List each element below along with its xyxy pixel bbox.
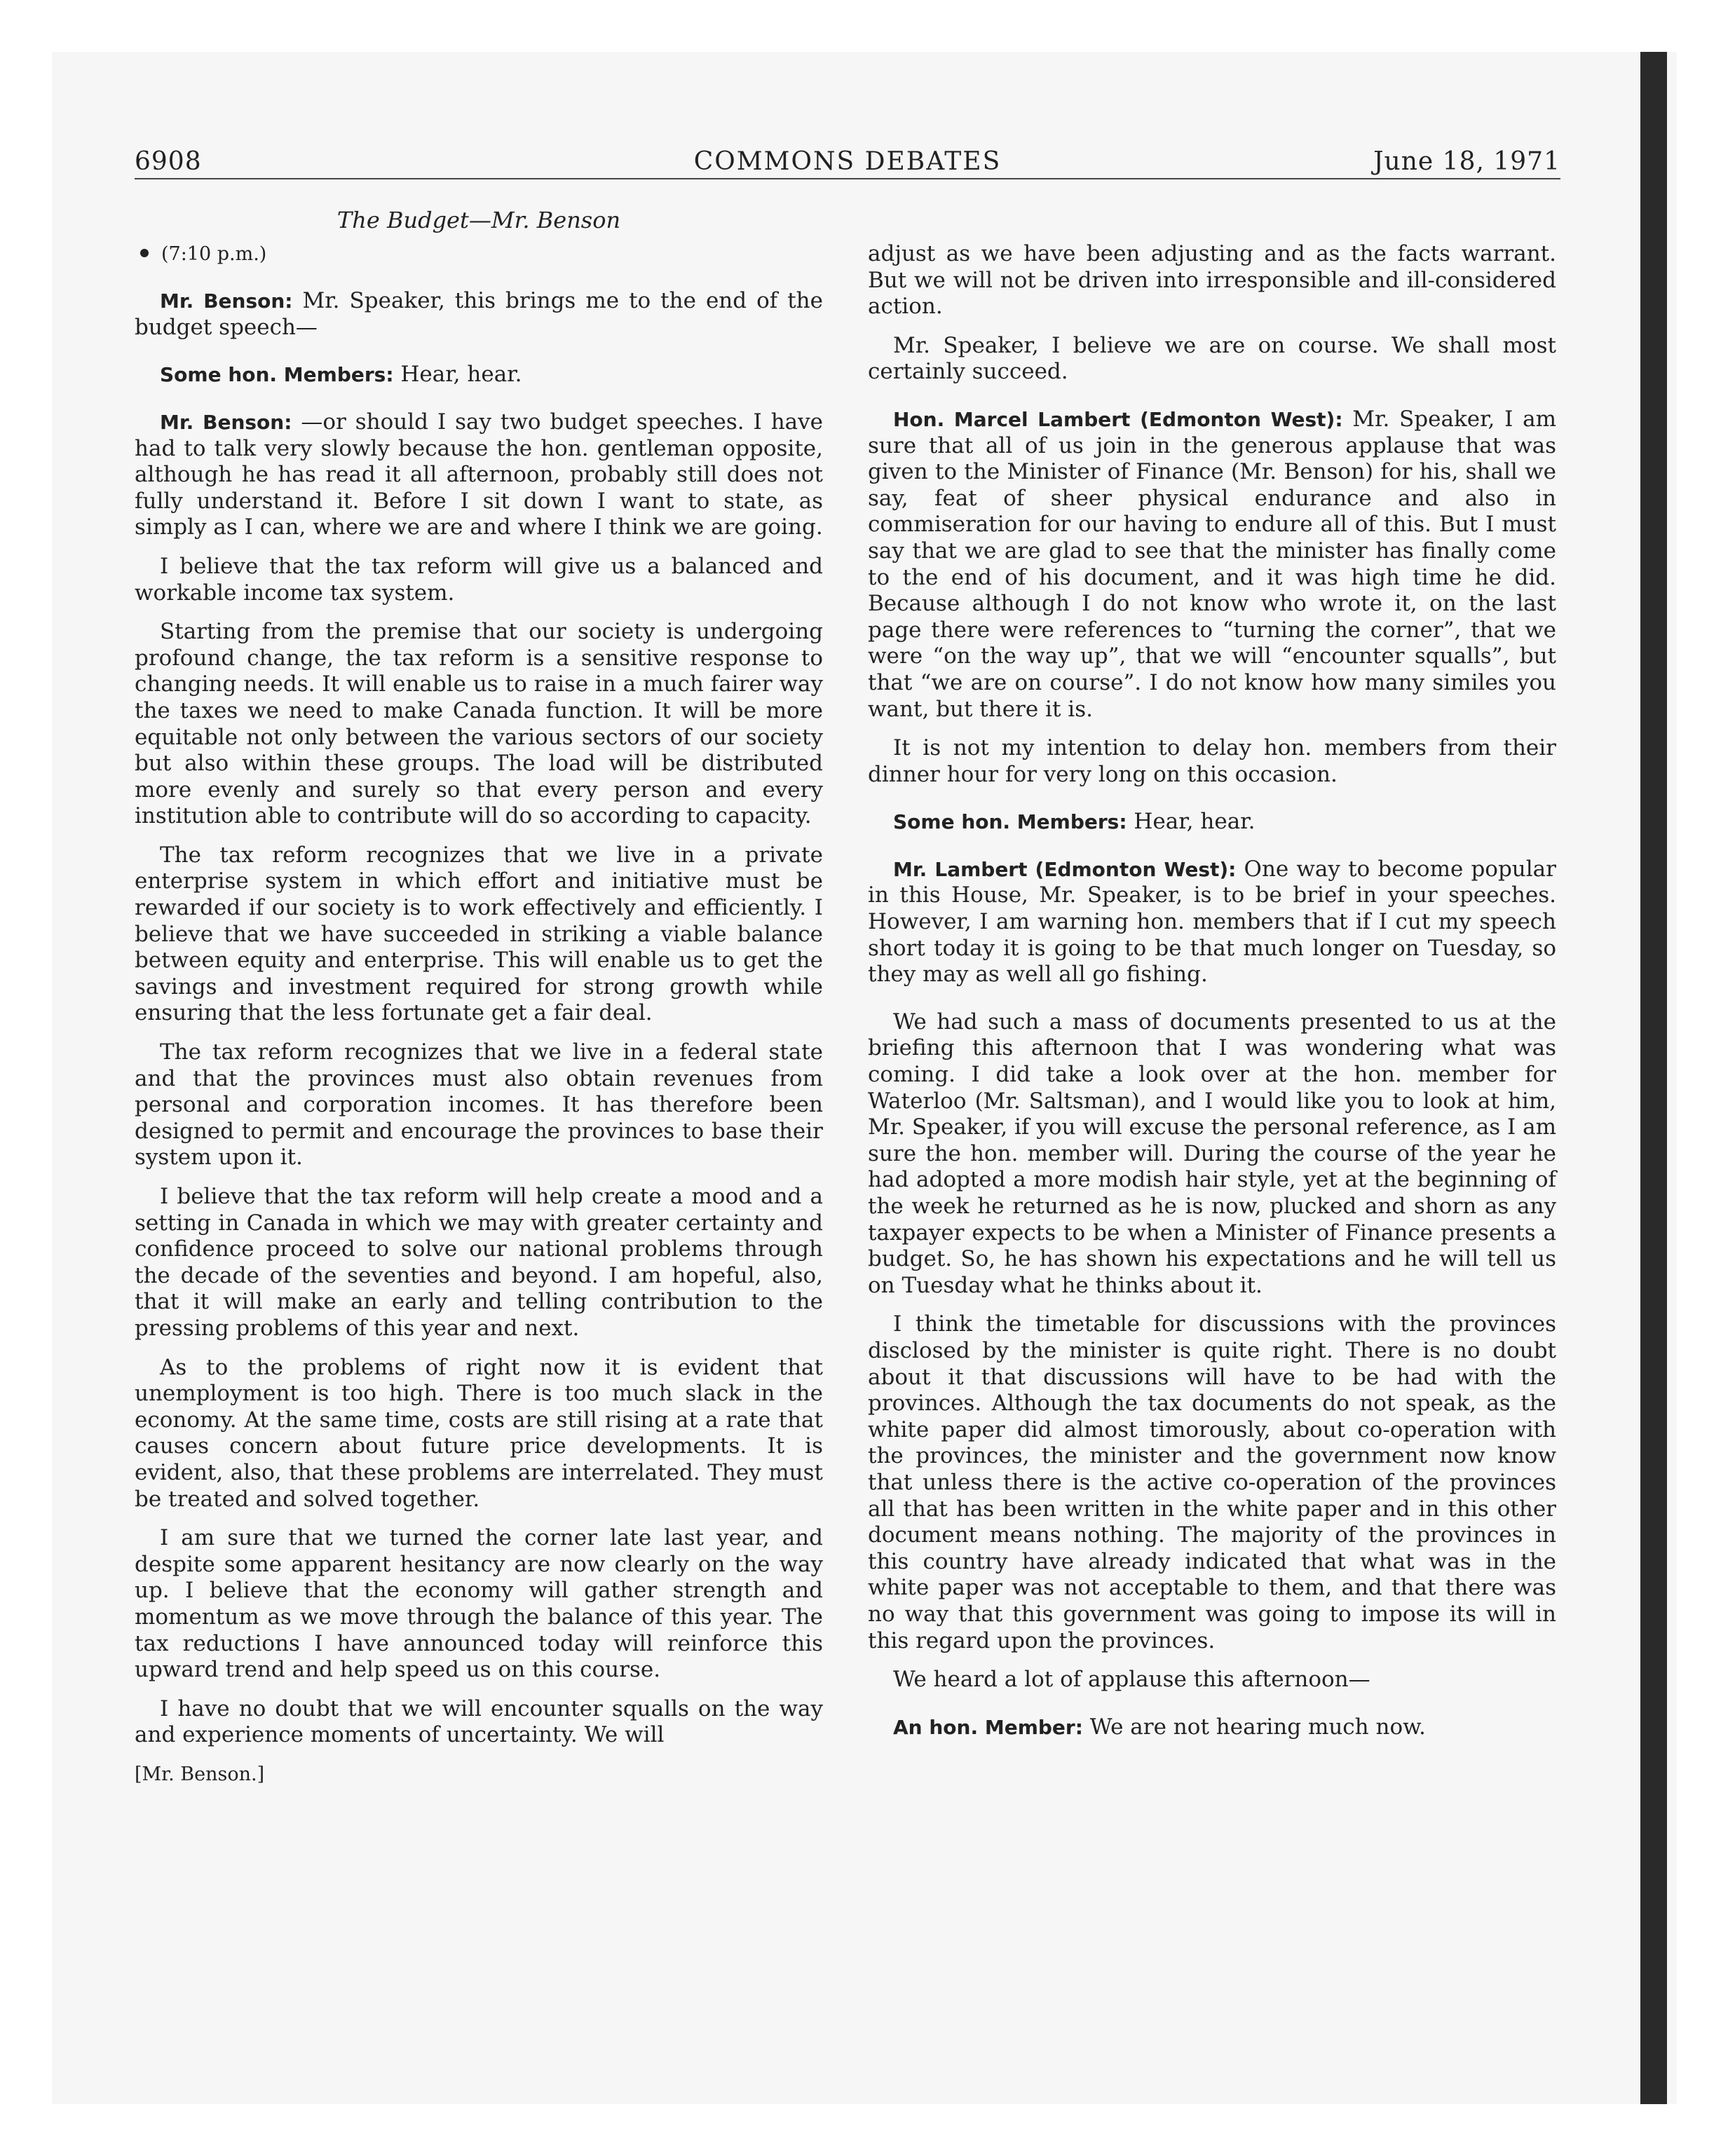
publication-title: COMMONS DEBATES xyxy=(693,147,1002,176)
paragraph xyxy=(868,809,1556,835)
page-header xyxy=(135,147,1560,178)
paragraph-text: adjust as we have been adjusting and as the facts warrant. But we will not be driven into irresponsible and ill-considered action. xyxy=(868,241,1556,320)
speaker-name: Hon. Marcel Lambert (Edmonton West): xyxy=(893,407,1343,431)
speaker-name: Mr. Benson: xyxy=(160,289,293,313)
paragraph-text: Mr. Speaker, I believe we are on course. We shall most certainly succeed. xyxy=(868,332,1556,385)
header-rule xyxy=(135,178,1560,179)
paragraph xyxy=(135,1039,823,1171)
paragraph xyxy=(135,1525,823,1684)
paragraph-text: I am sure that we turned the corner late last year, and despite some apparent hesitancy are now clearly on the way up. I believe that the economy will gather strength and momentum as we move through the balance of this year. The tax reductions I have announced today will reinforce this upward trend and help speed us on this course. xyxy=(135,1525,823,1683)
paragraph xyxy=(135,1184,823,1342)
paragraph-text: Hear, hear. xyxy=(393,362,522,388)
footnote: [Mr. Benson.] xyxy=(135,1763,265,1785)
paragraph xyxy=(868,333,1556,386)
paragraph xyxy=(868,735,1556,788)
paragraph xyxy=(868,1667,1556,1693)
paragraph xyxy=(135,1355,823,1513)
speaker-name: Mr. Lambert (Edmonton West): xyxy=(893,857,1237,881)
right-column xyxy=(868,241,1556,1753)
paragraph xyxy=(868,241,1556,320)
paragraph-text: Mr. Speaker, this brings me to the end of the budget speech— xyxy=(135,288,823,340)
paragraph-text: The tax reform recognizes that we live in a private enterprise system in which effort and initiative must be rewarded if our society is to work effectively and efficiently. I believe that we have succeeded in striking a viable balance between equity and enterprise. This will enable us to get the savings and investment required for strong growth while ensuring that the less fortunate get a fair deal. xyxy=(135,842,823,1026)
binding-edge xyxy=(1640,52,1667,2104)
paragraph-text: I have no doubt that we will encounter squalls on the way and experience moments of uncertainty. We will xyxy=(135,1696,823,1748)
paragraph-text: I believe that the tax reform will help create a mood and a setting in Canada in which we may with greater certainty and confidence proceed to solve our national problems through the decade of the seventies and beyond. I am hopeful, also, that it will make an early and telling contribution to the pressing problems of this year and next. xyxy=(135,1184,823,1341)
paragraph xyxy=(868,407,1556,723)
paragraph-text: As to the problems of right now it is evident that unemployment is too high. There is too much slack in the economy. At the same time, costs are still rising at a rate that causes concern about future price developments. It is evident, also, that these problems are interrelated. They must be treated and solved together. xyxy=(135,1354,823,1512)
paragraph-text: We had such a mass of documents presented to us at the briefing this afternoon that I was wondering what was coming. I did take a look over at the hon. member for Waterloo (Mr. Saltsman), and I would like you to look at him, Mr. Speaker, if you will excuse the personal reference, as I am sure the hon. member will. During the course of the year he had adopted a more modish hair style, yet at the beginning of the week he returned as he is now, plucked and shorn as any taxpayer expects to be when a Minister of Finance presents a budget. So, he has shown his expectations and he will tell us on Tuesday what he thinks about it. xyxy=(868,1009,1556,1298)
speaker-name: Some hon. Members: xyxy=(893,810,1127,834)
speaker-name: Mr. Benson: xyxy=(160,410,292,434)
left-column xyxy=(135,207,823,1787)
paragraph xyxy=(868,1714,1556,1741)
paragraph xyxy=(135,619,823,830)
paragraph-text: Hear, hear. xyxy=(1127,809,1256,835)
paragraph xyxy=(868,1009,1556,1299)
paragraph-text: Mr. Speaker, I am sure that all of us join in the generous applause that was given to the Minister of Finance (Mr. Benson) for his, shall we say, feat of sheer physical endurance and also in commiseration for our having to endure all of this. But I must say that we are glad to see that the minister has finally come to the end of his document, and it was high time he did. Because although I do not know who wrote it, on the last page there were references to “turning the corner”, that we were “on the way up”, that we will “encounter squalls”, but that “we are on course”. I do not know how many similes you want, but there it is. xyxy=(868,406,1556,722)
paragraph xyxy=(135,288,823,341)
running-head: The Budget—Mr. Benson xyxy=(336,207,621,233)
paragraph-text: The tax reform recognizes that we live in a federal state and that the provinces must also obtain revenues from personal and corporation incomes. It has therefore been designed to permit and encourage the provinces to base their system upon it. xyxy=(135,1039,823,1171)
paragraph xyxy=(135,362,823,388)
paragraph-text: We heard a lot of applause this afternoon— xyxy=(893,1667,1370,1693)
paragraph-text: One way to become popular in this House, Mr. Speaker, is to be brief in your speeches. However, I am warning hon. members that if I cut my speech short today it is going to be that much longer on Tuesday, so they may as well all go fishing. xyxy=(868,856,1556,988)
time-marker-text: (7:10 p.m.) xyxy=(161,243,267,265)
paragraph xyxy=(135,554,823,606)
paragraph xyxy=(868,1311,1556,1654)
paragraph xyxy=(868,857,1556,988)
paragraph-text: We are not hearing much now. xyxy=(1082,1714,1426,1740)
paragraph xyxy=(135,409,823,541)
right-paragraphs xyxy=(868,241,1556,1740)
paragraph xyxy=(135,1696,823,1749)
left-paragraphs xyxy=(135,288,823,1749)
speaker-name: Some hon. Members: xyxy=(160,363,394,387)
paragraph-text: It is not my intention to delay hon. members from their dinner hour for very long on this occasion. xyxy=(868,735,1556,787)
speaker-name: An hon. Member: xyxy=(893,1715,1083,1739)
page-date: June 18, 1971 xyxy=(1373,147,1560,176)
time-marker xyxy=(135,241,823,268)
bullet-icon xyxy=(140,249,149,257)
paragraph-text: I believe that the tax reform will give us a balanced and workable income tax system. xyxy=(135,553,823,606)
paragraph-text: Starting from the premise that our society is undergoing profound change, the tax reform is a sensitive response to changing needs. It will enable us to raise in a much fairer way the taxes we need to make Canada function. It will be more equitable not only between the various sectors of our society but also within these groups. The load will be distributed more evenly and surely so that every person and every institution able to contribute will do so according to capacity. xyxy=(135,619,823,829)
page-number: 6908 xyxy=(135,147,202,176)
paragraph-text: —or should I say two budget speeches. I have had to talk very slowly because the hon. gentleman opposite, although he has read it all afternoon, probably still does not fully understand it. Before I sit down I want to state, as simply as I can, where we are and where I think we are going. xyxy=(135,409,823,540)
paragraph-text: I think the timetable for discussions with the provinces disclosed by the minister is quite right. There is no doubt about it that discussions will have to be had with the provinces. Although the tax documents do not speak, as the white paper did almost timorously, about co-operation with the provinces, the minister and the government now know that unless there is the active co-operation of the provinces all that has been written in the white paper and in this other document means nothing. The majority of the provinces in this country have already indicated that what was in the white paper was not acceptable to them, and that there was no way that this government was going to impose its will in this regard upon the provinces. xyxy=(868,1311,1556,1653)
paragraph xyxy=(135,842,823,1027)
